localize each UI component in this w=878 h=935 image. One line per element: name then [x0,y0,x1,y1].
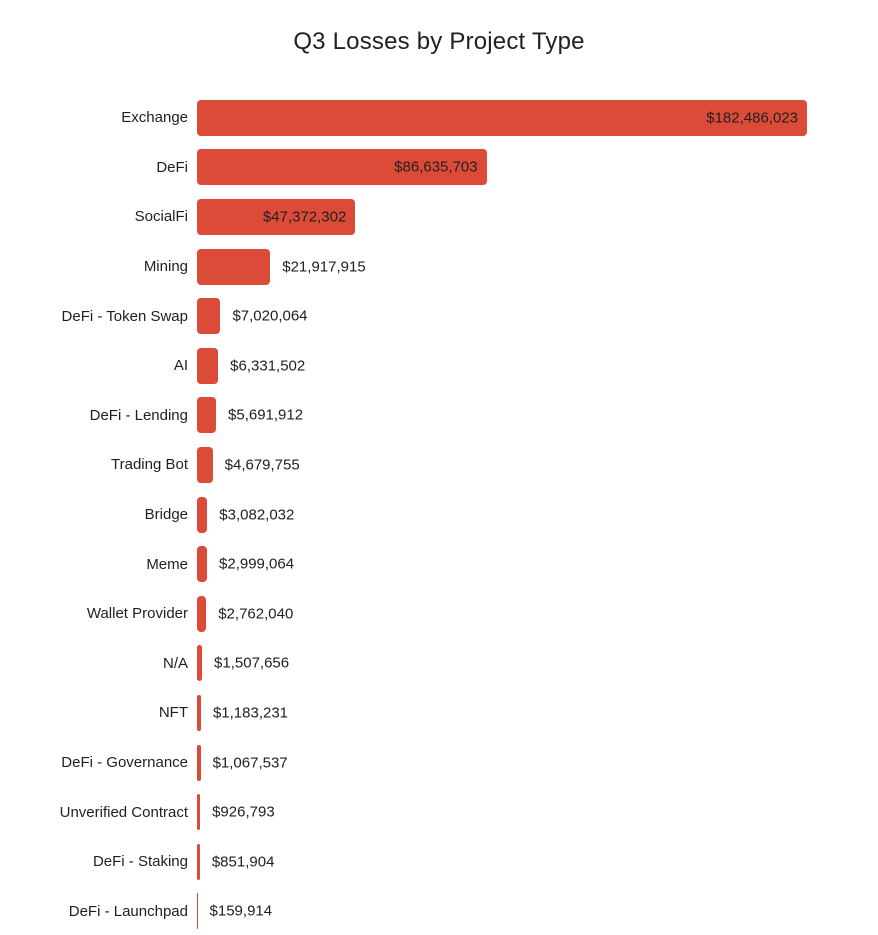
category-label: DeFi - Token Swap [61,307,188,325]
bar [197,100,807,136]
bar-track [197,100,878,136]
bar-row [0,738,878,788]
value-label: $159,914 [209,902,273,920]
bar [197,199,355,235]
value-label: $4,679,755 [224,456,300,474]
bar [197,596,206,632]
value-label: $1,183,231 [212,704,289,722]
value-label: $6,331,502 [230,357,306,375]
bar-row [0,490,878,540]
value-label: $86,635,703 [394,158,478,176]
category-label: N/A [162,654,188,672]
value-label: $1,067,537 [212,754,288,772]
bar-row [0,291,878,341]
value-label: $5,691,912 [228,406,304,424]
bar-row [0,341,878,391]
value-label: $2,762,040 [218,605,294,623]
category-label: DeFi [156,158,188,176]
value-label: $47,372,302 [262,208,347,226]
bar [197,149,487,185]
value-label: $182,486,023 [706,109,798,127]
category-label: DeFi - Staking [92,853,188,871]
bar-row [0,837,878,887]
bar-track [197,298,878,334]
bar-track [197,844,878,880]
bar [197,249,270,285]
bar-chart [0,93,878,935]
bar [197,447,213,483]
bar-track [197,497,878,533]
bar [197,298,220,334]
bar-row [0,787,878,837]
bar-track [197,149,878,185]
bar-track [197,447,878,483]
category-label: Trading Bot [111,456,188,474]
bar [197,844,200,880]
category-label: AI [173,357,188,375]
category-label: Mining [143,258,188,276]
bar [197,645,202,681]
bar [197,348,218,384]
bar [197,695,201,731]
value-label: $2,999,064 [219,555,295,573]
bar-row [0,688,878,738]
value-label: $851,904 [211,853,275,871]
bar [197,794,200,830]
bar-track [197,546,878,582]
bar-row [0,242,878,292]
category-label: SocialFi [134,208,188,226]
category-label: DeFi - Lending [89,406,188,424]
bar-row [0,887,878,935]
category-label: DeFi - Governance [61,754,188,772]
category-label: DeFi - Launchpad [68,902,188,920]
value-label: $1,507,656 [214,654,290,672]
bar [197,397,216,433]
category-label: Wallet Provider [86,605,188,623]
bar-track [197,249,878,285]
bar-row [0,192,878,242]
value-label: $3,082,032 [219,506,295,524]
value-label: $926,793 [212,803,275,821]
category-label: NFT [158,704,188,722]
bar-track [197,348,878,384]
category-label: Meme [146,555,188,573]
bar-track [197,645,878,681]
bar-row [0,93,878,143]
bar [197,893,198,929]
bar [197,745,201,781]
chart-title: Q3 Losses by Project Type [293,28,585,55]
value-label: $21,917,915 [282,258,366,276]
bar-row [0,539,878,589]
bar-row [0,391,878,441]
bar-track [197,397,878,433]
bar-track [197,596,878,632]
bar [197,497,207,533]
bar-track [197,199,878,235]
bar-track [197,745,878,781]
bar-row [0,639,878,689]
bar-row [0,143,878,193]
bar-track [197,794,878,830]
bar-row [0,440,878,490]
bar [197,546,207,582]
value-label: $7,020,064 [232,307,308,325]
bar-track [197,695,878,731]
category-label: Unverified Contract [59,803,188,821]
category-label: Exchange [121,109,188,127]
bar-track [197,893,878,929]
bar-row [0,589,878,639]
category-label: Bridge [144,506,188,524]
